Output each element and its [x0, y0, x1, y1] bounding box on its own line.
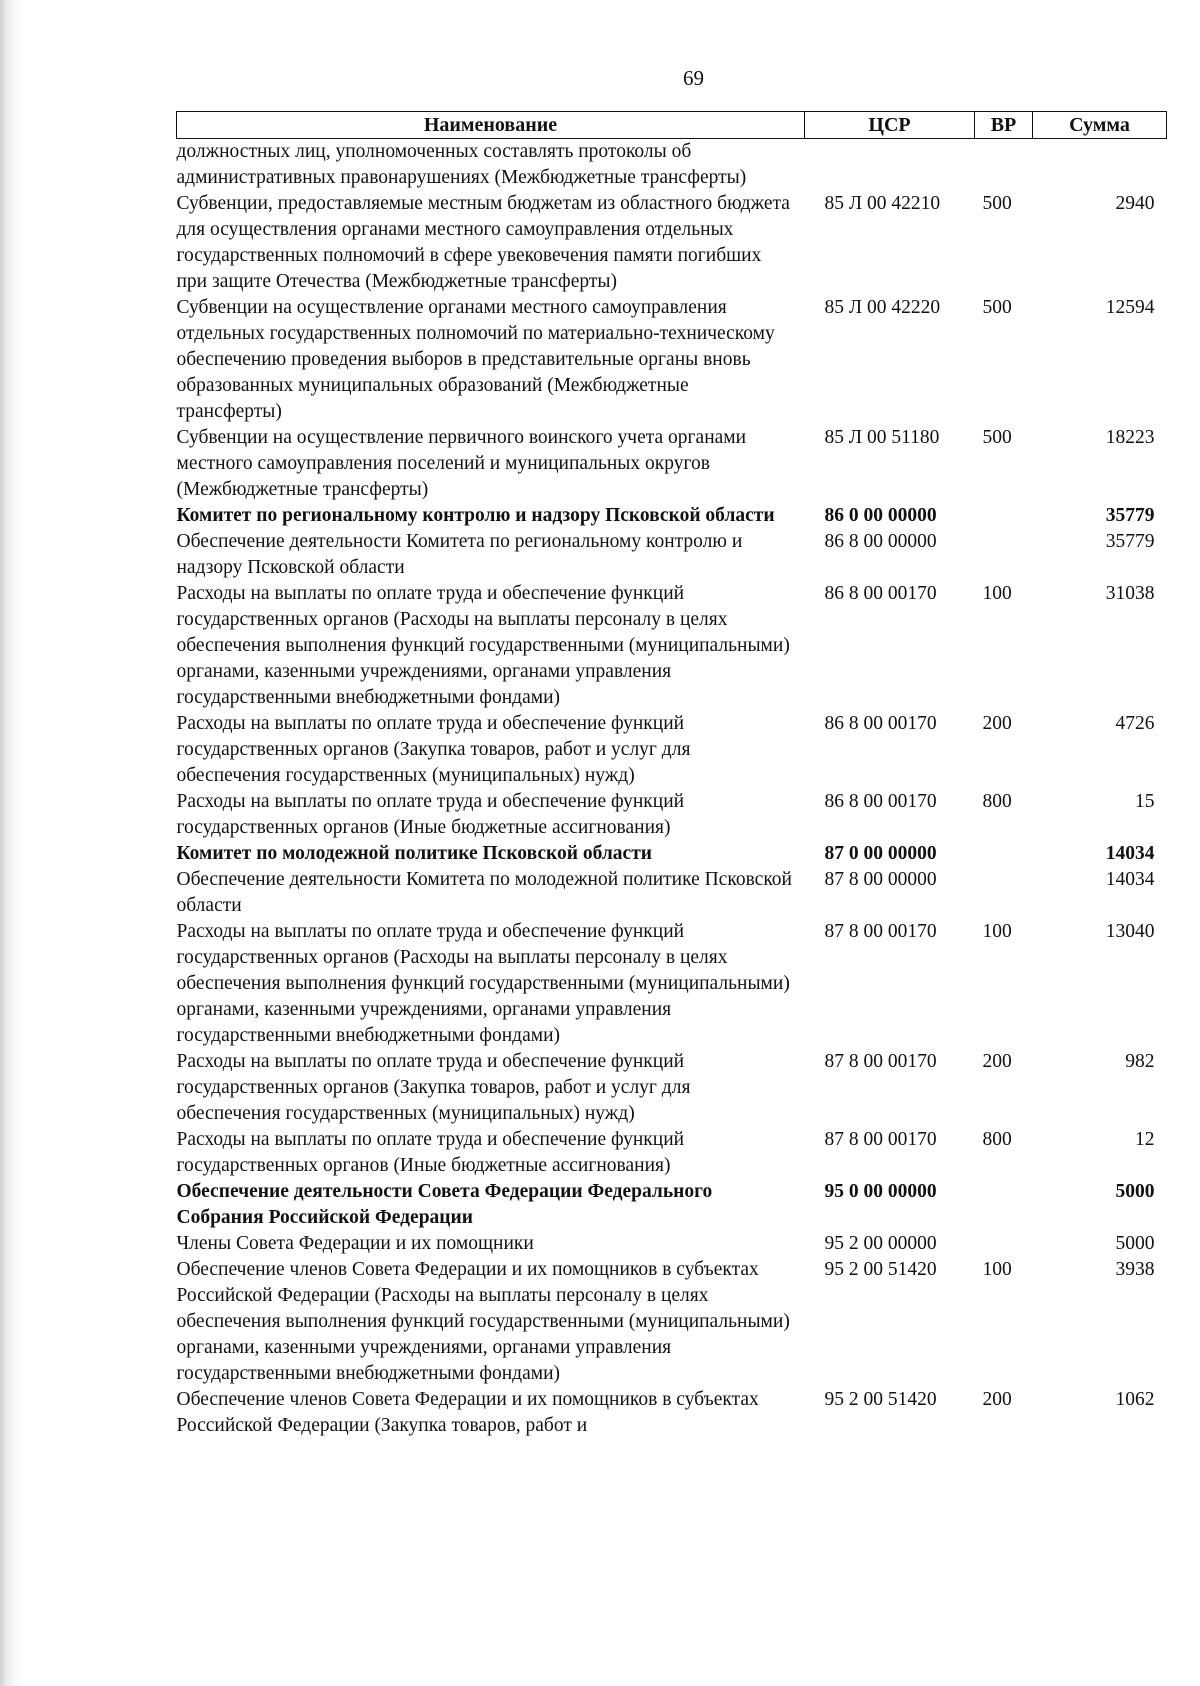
cell-csr: 86 8 00 00170 — [824, 583, 937, 604]
table-row — [177, 1127, 1167, 1179]
cell-name: Члены Совета Федерации и их помощники — [176, 1233, 534, 1254]
cell-csr: 95 0 00 00000 — [824, 1181, 937, 1202]
cell-sum: 12 — [1135, 1129, 1155, 1150]
header-sum: Сумма — [1033, 112, 1167, 139]
cell-csr: 87 0 00 00000 — [824, 843, 937, 864]
cell-name: Расходы на выплаты по оплате труда и обеспечение функций государственных органов (Иные бюджетные ассигнования) — [176, 791, 685, 838]
cell-csr: 87 8 00 00170 — [824, 1051, 937, 1072]
cell-name: Субвенции, предоставляемые местным бюджетам из областного бюджета для осуществления органами местного самоуправления отдельных государственных полномочий в сфере увековечения памяти погибших при защите Отечества (Межбюджетные трансферты) — [176, 193, 790, 292]
cell-csr: 85 Л 00 51180 — [824, 427, 940, 448]
table-row — [177, 425, 1167, 503]
header-name: Наименование — [177, 112, 805, 139]
table-row — [177, 1231, 1167, 1257]
cell-sum: 13040 — [1105, 921, 1155, 942]
cell-sum: 4726 — [1115, 713, 1155, 734]
cell-csr: 85 Л 00 42210 — [824, 193, 941, 214]
scan-edge-shadow — [0, 0, 22, 1686]
table-row — [177, 1257, 1167, 1387]
cell-vr — [975, 867, 1033, 919]
cell-sum: 15 — [1135, 791, 1155, 812]
cell-vr: 500 — [982, 193, 1012, 214]
table-row — [177, 867, 1167, 919]
cell-sum: 5000 — [1115, 1181, 1155, 1202]
cell-name: Обеспечение деятельности Комитета по региональному контролю и надзору Псковской области — [176, 531, 743, 578]
cell-sum: 982 — [1125, 1051, 1155, 1072]
cell-vr — [975, 529, 1033, 581]
header-csr: ЦСР — [805, 112, 975, 139]
cell-name: Расходы на выплаты по оплате труда и обеспечение функций государственных органов (Закупка товаров, работ и услуг для обеспечения государственных (муниципальных) нужд) — [176, 1051, 691, 1124]
cell-vr — [975, 1179, 1033, 1231]
table-body — [177, 139, 1167, 1440]
cell-sum: 14034 — [1105, 869, 1155, 890]
cell-sum: 3938 — [1115, 1259, 1155, 1280]
cell-name: Расходы на выплаты по оплате труда и обеспечение функций государственных органов (Закупка товаров, работ и услуг для обеспечения государственных (муниципальных) нужд) — [176, 713, 691, 786]
cell-csr — [805, 139, 975, 192]
table-row — [177, 841, 1167, 867]
cell-vr — [975, 139, 1033, 192]
header-row — [177, 112, 1167, 139]
cell-vr: 800 — [982, 791, 1012, 812]
table-row — [177, 711, 1167, 789]
cell-csr: 85 Л 00 42220 — [824, 297, 941, 318]
cell-name: Субвенции на осуществление первичного воинского учета органами местного самоуправления поселений и муниципальных округов (Межбюджетные трансферты) — [176, 427, 747, 500]
cell-vr — [975, 841, 1033, 867]
cell-vr: 200 — [982, 1389, 1012, 1410]
cell-csr: 86 8 00 00170 — [824, 791, 937, 812]
cell-vr: 100 — [982, 921, 1012, 942]
cell-vr: 200 — [982, 713, 1012, 734]
cell-sum: 14034 — [1105, 843, 1155, 864]
cell-sum: 35779 — [1105, 531, 1155, 552]
cell-name: Комитет по региональному контролю и надзору Псковской области — [176, 505, 775, 526]
cell-vr: 200 — [982, 1051, 1012, 1072]
cell-name: Обеспечение деятельности Совета Федерации Федерального Собрания Российской Федерации — [176, 1181, 713, 1228]
page-number — [683, 66, 704, 91]
cell-name: Расходы на выплаты по оплате труда и обеспечение функций государственных органов (Иные бюджетные ассигнования) — [176, 1129, 685, 1176]
cell-csr: 95 2 00 51420 — [824, 1389, 937, 1410]
cell-csr: 87 8 00 00170 — [824, 1129, 937, 1150]
table-row — [177, 1387, 1167, 1439]
cell-name: Расходы на выплаты по оплате труда и обеспечение функций государственных органов (Расходы на выплаты персоналу в целях обеспечения выполнения функций государственными (муниципальными) органами, казенными учреждениями, органами управления государственными внебюджетными фондами) — [176, 921, 790, 1046]
cell-csr: 87 8 00 00000 — [824, 869, 937, 890]
cell-csr: 95 2 00 51420 — [824, 1259, 937, 1280]
cell-name: Расходы на выплаты по оплате труда и обеспечение функций государственных органов (Расходы на выплаты персоналу в целях обеспечения выполнения функций государственными (муниципальными) органами, казенными учреждениями, органами управления государственными внебюджетными фондами) — [176, 583, 790, 708]
table-row — [177, 1049, 1167, 1127]
cell-name: Комитет по молодежной политике Псковской области — [176, 843, 653, 864]
cell-vr — [975, 1231, 1033, 1257]
cell-name: Обеспечение членов Совета Федерации и их помощников в субъектах Российской Федерации (Закупка товаров, работ и — [176, 1389, 759, 1436]
budget-table — [176, 111, 1167, 1439]
table-row — [177, 919, 1167, 1049]
cell-name: Обеспечение членов Совета Федерации и их помощников в субъектах Российской Федерации (Расходы на выплаты персоналу в целях обеспечения выполнения функций государственными (муниципальными) органами, казенными учреждениями, органами управления государственными внебюджетными фондами) — [176, 1259, 790, 1384]
cell-name: Обеспечение деятельности Комитета по молодежной политике Псковской области — [176, 869, 792, 916]
table-header — [177, 112, 1167, 139]
table-row — [177, 191, 1167, 295]
cell-vr: 100 — [982, 1259, 1012, 1280]
cell-csr: 86 0 00 00000 — [824, 505, 937, 526]
cell-vr: 100 — [982, 583, 1012, 604]
cell-csr: 86 8 00 00170 — [824, 713, 937, 734]
cell-vr: 500 — [982, 297, 1012, 318]
cell-csr: 86 8 00 00000 — [824, 531, 937, 552]
table-row — [177, 139, 1167, 192]
cell-sum: 1062 — [1115, 1389, 1155, 1410]
cell-csr: 87 8 00 00170 — [824, 921, 937, 942]
table-row — [177, 789, 1167, 841]
cell-sum: 5000 — [1115, 1233, 1155, 1254]
cell-sum: 18223 — [1105, 427, 1155, 448]
table-row — [177, 581, 1167, 711]
cell-sum: 31038 — [1105, 583, 1155, 604]
header-vr: ВР — [975, 112, 1033, 139]
cell-sum — [1033, 139, 1167, 192]
table-row — [177, 295, 1167, 425]
cell-sum: 2940 — [1115, 193, 1155, 214]
table-row — [177, 529, 1167, 581]
cell-vr: 800 — [982, 1129, 1012, 1150]
cell-sum: 12594 — [1105, 297, 1155, 318]
page-number-text: 69 — [683, 66, 704, 90]
table-row — [177, 503, 1167, 529]
table-row — [177, 1179, 1167, 1231]
cell-name: должностных лиц, уполномоченных составлять протоколы об административных правонарушениях (Межбюджетные трансферты) — [176, 141, 747, 188]
cell-sum: 35779 — [1105, 505, 1155, 526]
cell-vr — [975, 503, 1033, 529]
cell-vr: 500 — [982, 427, 1012, 448]
cell-csr: 95 2 00 00000 — [824, 1233, 937, 1254]
cell-name: Субвенции на осуществление органами местного самоуправления отдельных государственных полномочий по материально-техническому обеспечению проведения выборов в представительные органы вновь образованных муниципальных образований (Межбюджетные трансферты) — [176, 297, 775, 422]
